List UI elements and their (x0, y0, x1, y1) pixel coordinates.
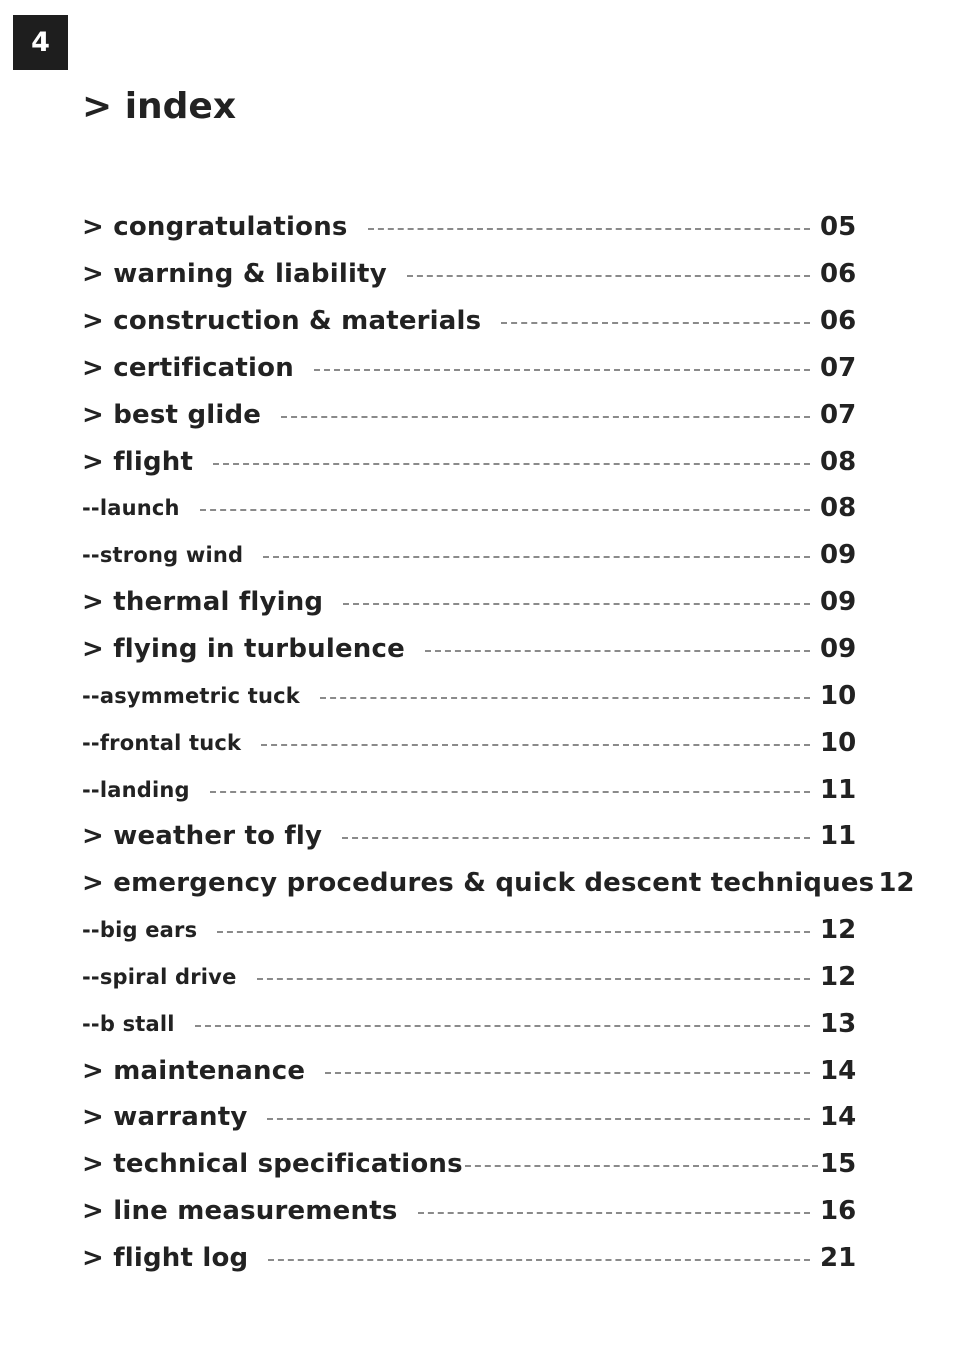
toc-entry-label: > flight log (82, 1242, 249, 1273)
toc-subentry (82, 719, 855, 766)
dotted-leader (281, 416, 810, 418)
toc-subentry (82, 907, 855, 954)
toc-entry (82, 438, 855, 485)
toc-entry-label: --spiral drive (82, 964, 237, 989)
toc-entry (82, 813, 855, 860)
dotted-leader (320, 697, 810, 699)
toc-entry-page-number: 09 (820, 634, 857, 665)
toc-entry-page-number: 14 (820, 1055, 857, 1086)
toc-entry-page-number: 16 (820, 1196, 857, 1227)
toc-entry-page-number: 05 (820, 212, 857, 243)
dotted-leader (325, 1072, 810, 1074)
toc-entry-label: --b stall (82, 1011, 175, 1036)
toc-entry-page-number: 21 (820, 1242, 857, 1273)
toc-entry-page-number: 15 (820, 1149, 857, 1180)
toc-entry-label: > congratulations (82, 212, 348, 243)
toc-entry-page-number: 08 (820, 493, 857, 524)
dotted-leader (213, 463, 810, 465)
dotted-leader (343, 603, 810, 605)
toc-entry-page-number: 09 (820, 587, 857, 618)
dotted-leader (267, 1118, 810, 1120)
toc-entry (82, 1141, 855, 1188)
dotted-leader (465, 1165, 818, 1167)
toc-entry-label: > line measurements (82, 1196, 398, 1227)
toc-entry-page-number: 08 (820, 446, 857, 477)
dotted-leader (268, 1259, 810, 1261)
toc-entry-label: > best glide (82, 399, 262, 430)
toc-entry-page-number: 09 (820, 540, 857, 571)
toc-entry-page-number: 11 (820, 821, 857, 852)
toc-entry-page-number: 11 (820, 774, 857, 805)
dotted-leader (501, 322, 810, 324)
toc-entry-page-number: 07 (820, 352, 857, 383)
dotted-leader (200, 509, 810, 511)
toc-entry-page-number: 10 (820, 727, 857, 758)
toc-entry-label: > construction & materials (82, 306, 482, 337)
toc-subentry (82, 485, 855, 532)
dotted-leader (210, 791, 810, 793)
toc-entry-page-number: 06 (820, 306, 857, 337)
dotted-leader (263, 556, 810, 558)
toc-entry-label: > flying in turbulence (82, 634, 405, 665)
toc-entry-label: > weather to fly (82, 821, 323, 852)
toc-entry-label: --landing (82, 777, 190, 802)
toc-entry-page-number: 06 (820, 259, 857, 290)
toc-entry-page-number: 10 (820, 680, 857, 711)
toc-entry-label: --launch (82, 496, 180, 521)
toc-entry-page-number: 14 (820, 1102, 857, 1133)
dotted-leader (314, 369, 810, 371)
toc-entry-label: --big ears (82, 918, 198, 943)
toc-entry (82, 860, 915, 907)
toc-entry-page-number: 13 (820, 1008, 857, 1039)
dotted-leader (407, 275, 810, 277)
toc-entry (82, 391, 855, 438)
dotted-leader (257, 978, 810, 980)
toc-entry (82, 1094, 855, 1141)
toc-entry (82, 251, 855, 298)
toc-subentry (82, 532, 855, 579)
toc-entry-label: > emergency procedures & quick descent techniques (82, 868, 875, 899)
toc-entry-label: > thermal flying (82, 587, 324, 618)
dotted-leader (418, 1212, 810, 1214)
page-number-badge: 4 (13, 15, 68, 70)
dotted-leader (342, 837, 810, 839)
toc-entry-label: > warranty (82, 1102, 248, 1133)
toc-subentry (82, 954, 855, 1001)
toc-entry (82, 298, 855, 345)
dotted-leader (261, 744, 810, 746)
toc-entry (82, 626, 855, 673)
toc-entry-label: --asymmetric tuck (82, 683, 300, 708)
dotted-leader (368, 228, 810, 230)
toc-subentry (82, 672, 855, 719)
table-of-contents (82, 204, 915, 1281)
toc-entry (82, 1235, 855, 1282)
toc-entry-page-number: 12 (820, 961, 857, 992)
toc-entry-label: --strong wind (82, 543, 244, 568)
toc-entry (82, 1047, 855, 1094)
dotted-leader (425, 650, 810, 652)
toc-subentry (82, 766, 855, 813)
toc-entry-label: > certification (82, 352, 294, 383)
dotted-leader (195, 1025, 810, 1027)
toc-entry (82, 345, 855, 392)
toc-entry-label: --frontal tuck (82, 730, 242, 755)
toc-entry-label: > flight (82, 446, 194, 477)
toc-entry (82, 579, 855, 626)
toc-entry-label: > maintenance (82, 1055, 306, 1086)
toc-entry-page-number: 12 (878, 868, 915, 899)
toc-entry-page-number: 07 (820, 399, 857, 430)
toc-entry (82, 204, 855, 251)
toc-entry (82, 1188, 855, 1235)
toc-entry-page-number: 12 (820, 915, 857, 946)
toc-entry-label: > technical specifications (82, 1149, 463, 1180)
page-title: > index (82, 86, 237, 127)
toc-subentry (82, 1000, 855, 1047)
toc-entry-label: > warning & liability (82, 259, 387, 290)
dotted-leader (217, 931, 810, 933)
